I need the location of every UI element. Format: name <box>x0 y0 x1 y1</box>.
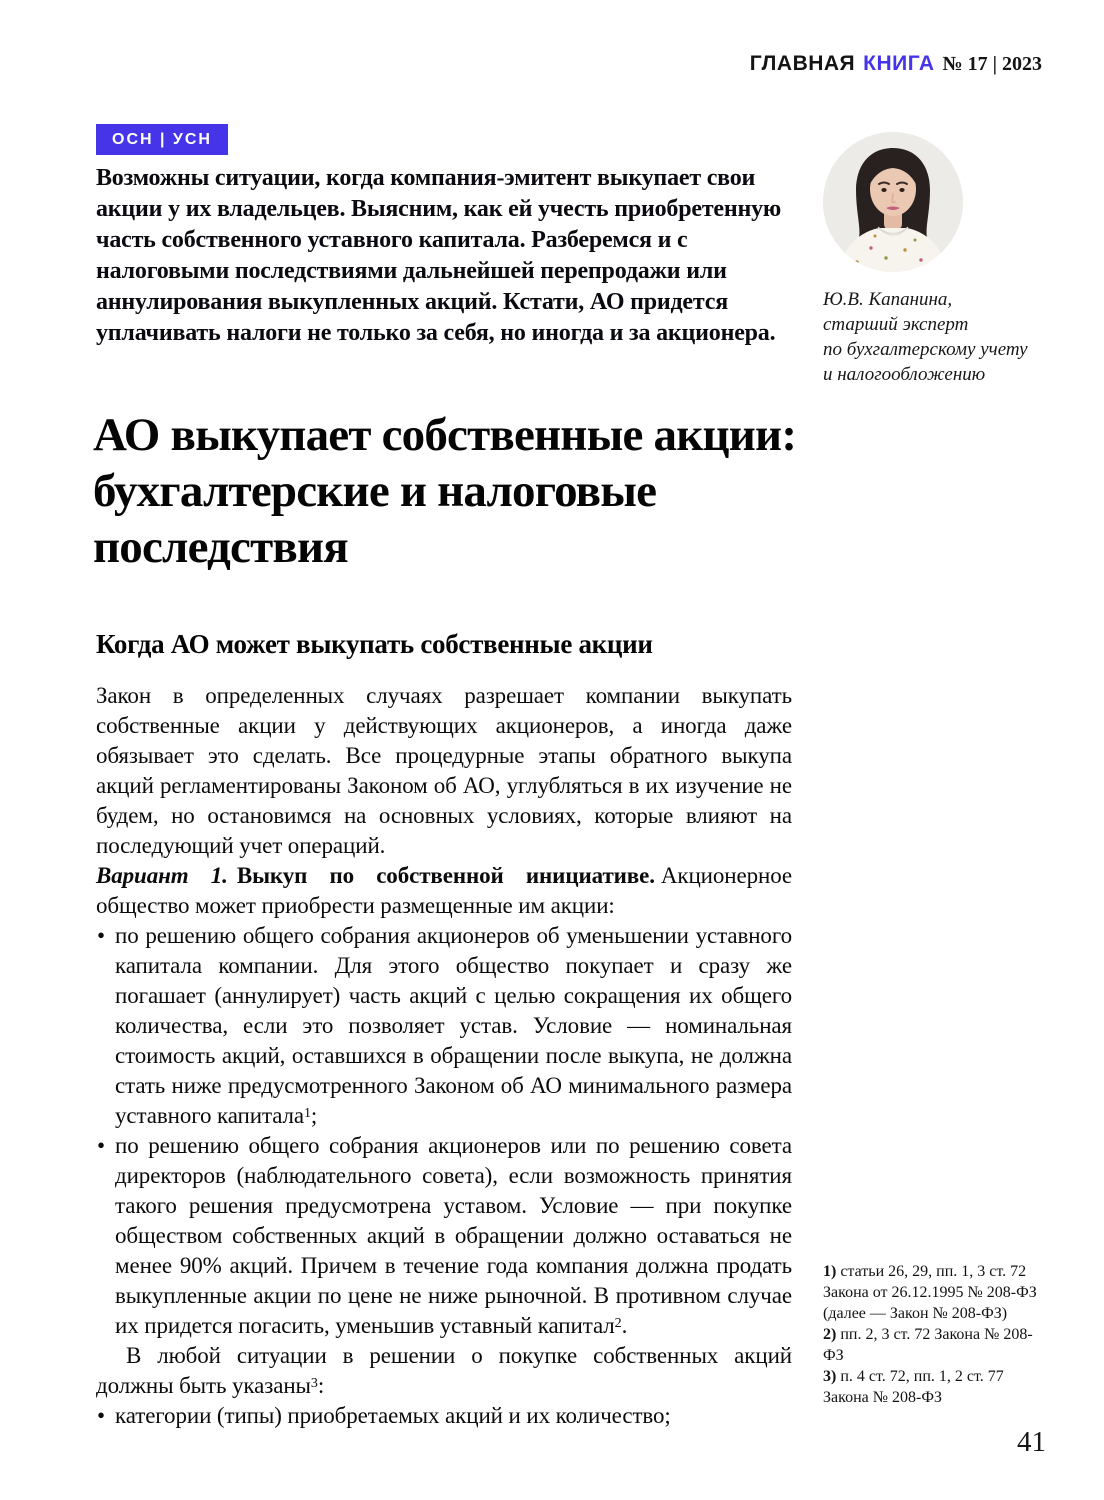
decision-requirements-list <box>96 1401 792 1431</box>
list-item-tail: ; <box>310 1103 318 1128</box>
footnote-number: 2) <box>823 1326 837 1343</box>
list-item-text: по решению общего собрания акционеров об уменьшении уставного капитала компании. Для этого общество покупает и сразу же погашает (аннулирует) часть акций с целью сокращения их общего количества, если это позволяет устав. Условие — номинальная стоимость акций, оставшихся в обращении после выкупа, не должна стать ниже предусмотренного Законом об АО минимального размера уставного капитала <box>115 923 792 1128</box>
lead-paragraph: Возможны ситуации, когда компания-эмитент выкупает свои акции у их владельцев. Выясним, как ей учесть приобретенную часть собственного уставного капитала. Разберемся и с налоговыми последствиями дальнейшей перепродажи или аннулирования выкупленных акций. Кстати, АО придется уплачивать налоги не только за себя, но иногда и за акционера. <box>96 165 782 346</box>
footnote-ref-3: 3 <box>310 1376 318 1391</box>
author-photo <box>823 132 963 272</box>
margin-footnotes <box>823 1261 1047 1408</box>
journal-brand-primary: ГЛАВНАЯ <box>749 52 856 75</box>
paragraph-tail: : <box>317 1373 325 1398</box>
journal-brand-secondary: КНИГА <box>863 52 935 75</box>
footnote-text: пп. 2, 3 ст. 72 Закона № 208-ФЗ <box>823 1326 1033 1364</box>
article-body <box>96 628 792 1431</box>
article-title <box>93 407 1053 575</box>
list-item <box>96 921 792 1131</box>
article-title-line: бухгалтерские и налоговые <box>93 465 657 517</box>
footnote-3 <box>823 1366 1047 1408</box>
author-credit <box>823 287 1053 387</box>
article-title-line: АО выкупает собственные акции: <box>93 409 797 461</box>
journal-header <box>750 52 1042 76</box>
buyback-conditions-list <box>96 921 792 1341</box>
footnote-2 <box>823 1324 1047 1366</box>
variant1-paragraph <box>96 861 792 921</box>
list-item-text: по решению общего собрания акционеров или по решению совета директоров (наблюдательного совета), если возможность принятия такого решения предусмотрена уставом. Условие — при покупке обществом собственных акций в обращении должно оставаться не менее 90% акций. Причем в течение года компания должна продать выкупленные акции по цене не ниже рыночной. В противном случае их придется погасить, уменьшив уставный капитал <box>115 1133 792 1338</box>
article-title-line: последствия <box>93 521 348 573</box>
variant1-subtitle: Выкуп по собственной инициативе. <box>236 863 655 888</box>
tax-regime-badge: ОСН | УСН <box>96 124 228 155</box>
list-item <box>96 1131 792 1341</box>
footnote-number: 1) <box>823 1263 837 1280</box>
footnote-1 <box>823 1261 1047 1324</box>
body-paragraph <box>96 1341 792 1401</box>
author-role-line: и налогообложению <box>823 364 986 385</box>
body-paragraph: Закон в определенных случаях разрешает компании выкупать собственные акции у действующих акционеров, а иногда даже обязывает это сделать. Все процедурные этапы обратного выкупа акций регламентированы Законом об АО, углубляться в их изучение не будем, но остановимся на основных условиях, которые влияют на последующий учет операций. <box>96 683 792 858</box>
page-number: 41 <box>1017 1426 1046 1458</box>
list-item <box>96 1401 792 1431</box>
section-heading: Когда АО может выкупать собственные акции <box>96 629 653 659</box>
footnote-text: п. 4 ст. 72, пп. 1, 2 ст. 77 Закона № 208-ФЗ <box>823 1368 1004 1406</box>
author-name: Ю.В. Капанина, <box>823 289 953 310</box>
footnote-text: статьи 26, 29, пп. 1, 3 ст. 72 Закона от 26.12.1995 № 208-ФЗ (далее — Закон № 208-ФЗ) <box>823 1263 1037 1322</box>
author-role-line: по бухгалтерскому учету <box>823 339 1028 360</box>
variant1-label: Вариант 1. <box>96 863 228 888</box>
author-portrait-illustration <box>823 132 963 272</box>
author-role-line: старший эксперт <box>823 314 969 335</box>
footnote-number: 3) <box>823 1368 837 1385</box>
journal-issue-number: № 17 | 2023 <box>942 53 1042 75</box>
footnote-ref-2: 2 <box>614 1316 622 1331</box>
variant1-intro: Акционерное общество может приобрести размещенные им акции: <box>96 863 792 918</box>
list-item-text: категории (типы) приобретаемых акций и их количество; <box>115 1403 671 1428</box>
footnote-ref-1: 1 <box>304 1106 311 1121</box>
paragraph-text: В любой ситуации в решении о покупке собственных акций должны быть указаны <box>96 1343 792 1398</box>
list-item-tail: . <box>621 1313 628 1338</box>
